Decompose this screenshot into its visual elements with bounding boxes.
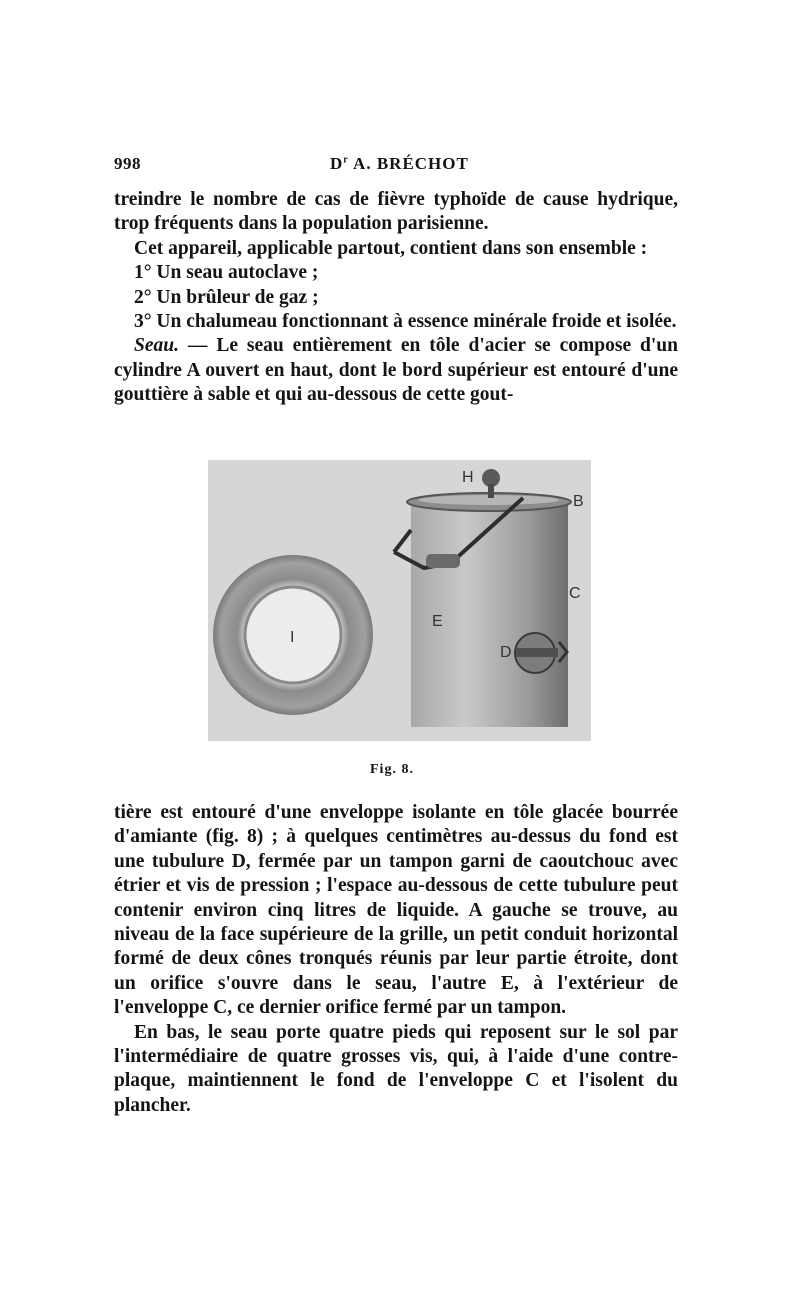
label-c: C (569, 585, 581, 602)
text-block-bottom (114, 801, 678, 1118)
author-sup: r (343, 154, 349, 166)
paragraph-feet: En bas, le seau porte quatre pieds qui reposent sur le sol par l'intermédiaire de quatre grosses vis, qui, à l'aide d'une contre-plaque, maintiennent le fond de l'enveloppe C et l'isolent du plancher. (114, 1021, 678, 1116)
label-b: B (573, 493, 584, 510)
figure-8-photo (208, 460, 591, 741)
paragraph-seau (114, 334, 678, 407)
page-number: 998 (114, 154, 141, 173)
list-item-2: 2° Un brûleur de gaz ; (134, 286, 319, 308)
seau-lead: Seau. (134, 335, 179, 357)
label-h: H (462, 469, 474, 486)
label-i: I (290, 629, 295, 646)
seau-text: — Le seau entièrement en tôle d'acier se compose d'un cylindre A ouvert en haut, dont le bord supérieur est entouré d'une gouttière à sable et qui au-dessous de cette gout- (114, 335, 678, 406)
label-e: E (432, 613, 443, 630)
paragraph-intro: Cet appareil, applicable partout, contient dans son ensemble : (134, 237, 648, 259)
running-header (114, 154, 676, 178)
figure-caption: Fig. 8. (370, 762, 414, 777)
paragraph-continuation: treindre le nombre de cas de fièvre typhoïde de cause hydrique, trop fréquents dans la population parisienne. (114, 189, 678, 235)
list-item-3: 3° Un chalumeau fonctionnant à essence minérale froide et isolée. (134, 311, 677, 333)
list-item-1: 1° Un seau autoclave ; (134, 262, 319, 284)
autoclave-illustration (208, 460, 591, 741)
label-d: D (500, 644, 512, 661)
author-name: A. BRÉCHOT (348, 154, 469, 173)
lid-stem (488, 484, 494, 498)
running-title (330, 154, 469, 174)
paragraph-description: tière est entouré d'une enveloppe isolante en tôle glacée bourrée d'amiante (fig. 8) ; à quelques centimètres au-dessus du fond est une tubulure D, fermée par un tampon garni de caoutchouc avec étrier et vis de pression ; l'espace au-dessous de cette tubulure peut contenir environ cinq litres de liquide. A gauche se trouve, au niveau de la face supérieure de la grille, un petit conduit horizontal formé de deux cônes tronqués réunis par leur partie étroite, dont un orifice s'ouvre dans le seau, l'autre E, à l'extérieur de l'enveloppe C, ce dernier orifice fermé par un tampon. (114, 802, 678, 1019)
text-block-top (114, 188, 678, 408)
handle-grip (426, 554, 460, 568)
tap-clamp (516, 648, 558, 657)
author-prefix: D (330, 154, 344, 173)
